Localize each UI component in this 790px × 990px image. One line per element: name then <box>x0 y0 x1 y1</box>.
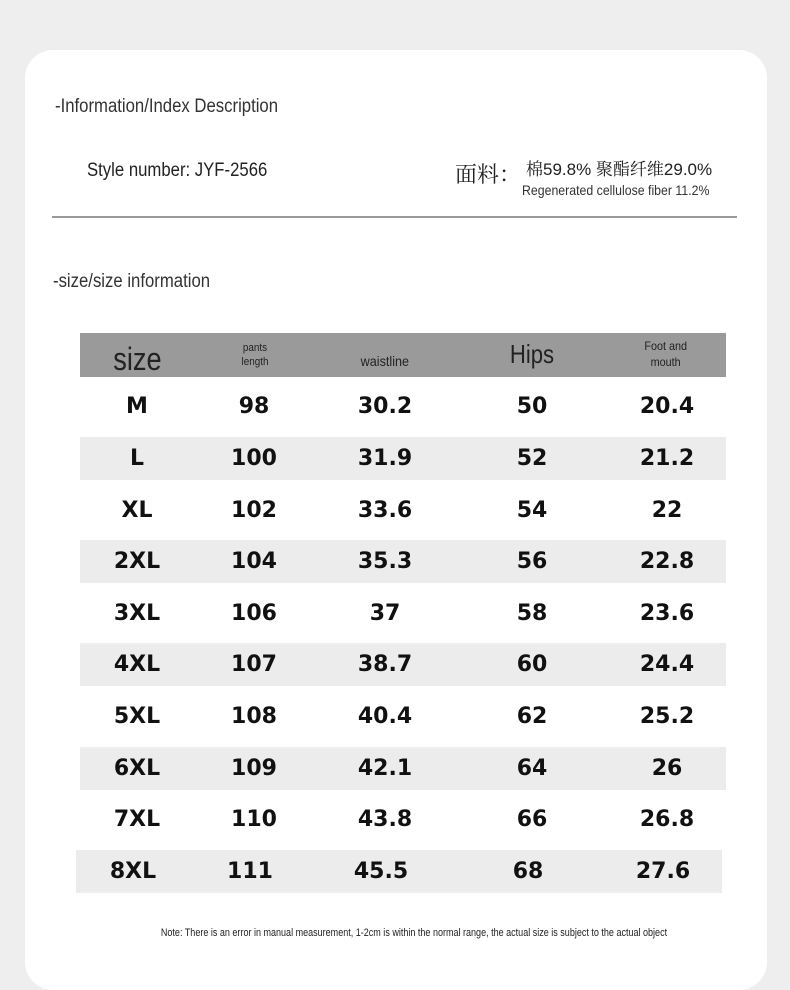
cell-size: 3XL <box>113 601 161 626</box>
cell-foot-mouth: 26.8 <box>639 807 695 832</box>
cell-size: 5XL <box>113 704 161 729</box>
cell-hips: 62 <box>516 704 548 729</box>
header-foot-mouth: Foot and mouth <box>644 339 688 369</box>
cell-size: XL <box>121 498 153 523</box>
cell-hips: 52 <box>516 446 548 471</box>
cell-waistline: 30.2 <box>357 394 413 419</box>
table-row <box>80 747 726 790</box>
cell-waistline: 37 <box>369 601 401 626</box>
table-row <box>80 798 726 841</box>
table-row <box>80 437 726 480</box>
cell-pants-length: 98 <box>238 394 270 419</box>
size-section-title: -size/size information <box>53 271 211 292</box>
fabric-label: 面料： <box>455 162 522 187</box>
table-row <box>76 850 722 893</box>
header-hips: Hips <box>510 339 555 370</box>
cell-pants-length: 107 <box>231 652 277 677</box>
table-row <box>80 489 726 532</box>
cell-pants-length: 100 <box>231 446 277 471</box>
table-row <box>80 385 726 428</box>
cell-foot-mouth: 27.6 <box>635 859 691 884</box>
cell-foot-mouth: 26 <box>651 756 683 781</box>
table-row <box>80 643 726 686</box>
cell-hips: 54 <box>516 498 548 523</box>
cell-pants-length: 102 <box>231 498 277 523</box>
fabric-composition-secondary: Regenerated cellulose fiber 11.2% <box>522 182 710 198</box>
table-row <box>80 592 726 635</box>
cell-size: 4XL <box>113 652 161 677</box>
header-waistline: waistline <box>360 352 410 369</box>
cell-waistline: 45.5 <box>353 859 409 884</box>
cell-waistline: 31.9 <box>357 446 413 471</box>
cell-pants-length: 110 <box>231 807 277 832</box>
section-divider <box>52 216 737 218</box>
cell-foot-mouth: 20.4 <box>639 394 695 419</box>
cell-size: M <box>126 394 148 419</box>
cell-hips: 56 <box>516 549 548 574</box>
cell-waistline: 42.1 <box>357 756 413 781</box>
cell-foot-mouth: 21.2 <box>639 446 695 471</box>
information-section-title: -Information/Index Description <box>55 96 279 117</box>
style-number: Style number: JYF-2566 <box>87 160 268 181</box>
cell-hips: 64 <box>516 756 548 781</box>
cell-pants-length: 104 <box>231 549 277 574</box>
cell-size: 7XL <box>113 807 161 832</box>
cell-foot-mouth: 25.2 <box>639 704 695 729</box>
cell-pants-length: 106 <box>231 601 277 626</box>
cell-size: 6XL <box>113 756 161 781</box>
size-table-header <box>80 333 726 377</box>
header-pants-length: pants length <box>241 341 269 368</box>
table-row <box>80 695 726 738</box>
cell-pants-length: 109 <box>231 756 277 781</box>
cell-size: 2XL <box>113 549 161 574</box>
measurement-note: Note: There is an error in manual measurement, 1-2cm is within the normal range, the actual size is subject to the actual object <box>160 927 668 939</box>
cell-size: L <box>129 446 145 471</box>
cell-pants-length: 108 <box>231 704 277 729</box>
cell-waistline: 43.8 <box>357 807 413 832</box>
cell-pants-length: 111 <box>227 859 273 884</box>
cell-hips: 68 <box>512 859 544 884</box>
cell-foot-mouth: 22.8 <box>639 549 695 574</box>
header-size: size <box>113 341 162 378</box>
cell-foot-mouth: 23.6 <box>639 601 695 626</box>
cell-size: 8XL <box>109 859 157 884</box>
cell-hips: 58 <box>516 601 548 626</box>
cell-hips: 60 <box>516 652 548 677</box>
cell-waistline: 33.6 <box>357 498 413 523</box>
fabric-composition: 棉59.8% 聚酯纤维29.0% <box>526 160 713 179</box>
cell-hips: 66 <box>516 807 548 832</box>
table-row <box>80 540 726 583</box>
cell-waistline: 40.4 <box>357 704 413 729</box>
cell-hips: 50 <box>516 394 548 419</box>
cell-foot-mouth: 24.4 <box>639 652 695 677</box>
cell-waistline: 38.7 <box>357 652 413 677</box>
cell-waistline: 35.3 <box>357 549 413 574</box>
cell-foot-mouth: 22 <box>651 498 683 523</box>
